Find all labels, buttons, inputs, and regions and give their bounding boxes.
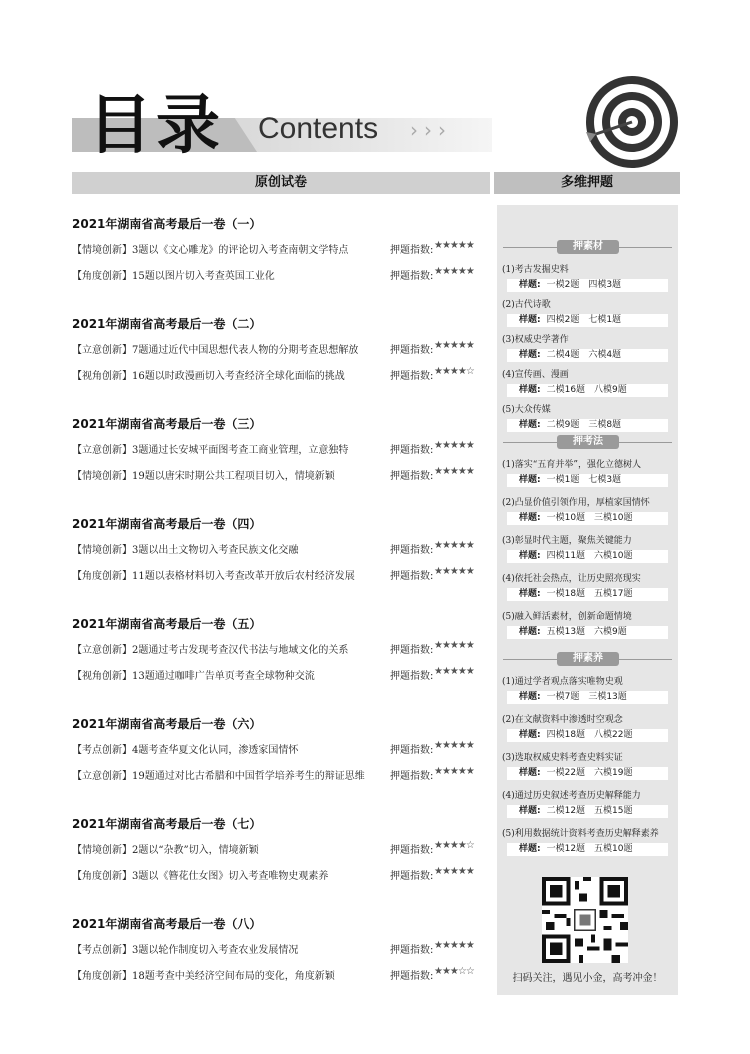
prediction-index-label: 押题指数: [390,371,434,382]
panel-entry-title: (2)在文献资料中渗透时空观念 [502,715,623,725]
paper-item [72,341,490,357]
star-rating: ★★★★★ [434,266,474,277]
paper-item [72,641,490,657]
star-rating: ★★★★★ [434,440,474,451]
sample-label: 样题: [519,692,541,702]
prediction-index-label: 押题指数: [390,671,434,682]
target-icon [582,72,682,172]
prediction-index-label: 押题指数: [390,345,434,356]
section-pill: 押考法 [557,435,619,449]
paper-item [72,841,490,857]
sample-label: 样题: [519,589,541,599]
sample-value: 二模16题 八模9题 [546,385,627,395]
item-description: 【视角创新】13题通过咖啡广告单页考查全球物种交流 [72,671,315,682]
sample-value: 一模2题 四模3题 [546,280,622,290]
sample-label: 样题: [519,315,541,325]
star-rating: ★★★★★ [434,566,474,577]
sample-label: 样题: [519,806,541,816]
panel-entry-title: (3)权威史学著作 [502,335,569,345]
sample-label: 样题: [519,627,541,637]
sample-label: 样题: [519,844,541,854]
sample-value: 二模12题 五模15题 [546,806,633,816]
sample-label: 样题: [519,280,541,290]
panel-entry-title: (1)落实“五育并举”，强化立德树人 [502,460,641,470]
qr-caption: 扫码关注，遇见小金，高考冲金！ [512,973,663,984]
page-title-cn: 目录 [88,88,224,163]
prediction-index-label: 押题指数: [390,445,434,456]
panel-entry-title: (4)依托社会热点，让历史照亮现实 [502,574,641,584]
item-description: 【立意创新】2题通过考古发现考查汉代书法与地域文化的关系 [72,645,349,656]
sample-value: 一模18题 五模17题 [546,589,633,599]
panel-entry-title: (4)宣传画、漫画 [502,370,569,380]
item-description: 【角度创新】3题以《簪花仕女图》切入考查唯物史观素养 [72,871,329,882]
paper-title: 2021年湖南省高考最后一卷（六） [72,717,262,731]
sample-questions [507,384,668,397]
section-pill: 押素材 [557,240,619,254]
sample-value: 二模4题 六模4题 [546,350,622,360]
sample-questions [507,729,668,742]
sample-label: 样题: [519,551,541,561]
sample-questions [507,626,668,639]
sample-questions [507,805,668,818]
paper-item [72,467,490,483]
star-rating: ★★★★☆ [434,840,474,851]
sample-questions [507,512,668,525]
panel-entry-title: (3)彰显时代主题，聚焦关键能力 [502,536,632,546]
item-description: 【角度创新】18题考查中美经济空间布局的变化，角度新颖 [72,971,335,982]
sample-value: 四模18题 八模22题 [546,730,633,740]
sample-value: 四模2题 七模1题 [546,315,622,325]
prediction-index-label: 押题指数: [390,971,434,982]
sample-label: 样题: [519,350,541,360]
prediction-index-label: 押题指数: [390,845,434,856]
column-header-predict: 多维押题 [494,172,680,194]
sample-label: 样题: [519,768,541,778]
sample-value: 二模9题 三模8题 [546,420,622,430]
item-description: 【情境创新】19题以唐宋时期公共工程项目切入，情境新颖 [72,471,335,482]
paper-title: 2021年湖南省高考最后一卷（二） [72,317,262,331]
star-rating: ★★★★★ [434,240,474,251]
prediction-index-label: 押题指数: [390,571,434,582]
sample-label: 样题: [519,385,541,395]
item-description: 【立意创新】3题通过长安城平面图考查工商业管理，立意独特 [72,445,349,456]
item-description: 【情境创新】3题以出土文物切入考查民族文化交融 [72,545,299,556]
paper-item [72,767,490,783]
item-description: 【立意创新】7题通过近代中国思想代表人物的分期考查思想解放 [72,345,359,356]
paper-title: 2021年湖南省高考最后一卷（四） [72,517,262,531]
star-rating: ★★★★☆ [434,366,474,377]
sample-value: 五模13题 六模9题 [546,627,627,637]
paper-item [72,667,490,683]
star-rating: ★★★★★ [434,940,474,951]
item-description: 【角度创新】11题以表格材料切入考查改革开放后农村经济发展 [72,571,355,582]
star-rating: ★★★★★ [434,666,474,677]
panel-entry-title: (2)古代诗歌 [502,300,551,310]
prediction-index-label: 押题指数: [390,771,434,782]
prediction-index-label: 押题指数: [390,271,434,282]
star-rating: ★★★★★ [434,466,474,477]
star-rating: ★★★★★ [434,640,474,651]
paper-item [72,967,490,983]
sample-questions [507,279,668,292]
sample-label: 样题: [519,730,541,740]
star-rating: ★★★☆☆ [434,966,474,977]
paper-item [72,941,490,957]
paper-item [72,867,490,883]
panel-entry-title: (3)选取权威史料考查史料实证 [502,753,623,763]
panel-entry-title: (5)利用数据统计资料考查历史解释素养 [502,829,659,839]
item-description: 【考点创新】3题以轮作制度切入考查农业发展情况 [72,945,299,956]
panel-entry-title: (1)通过学者观点落实唯物史观 [502,677,623,687]
paper-item [72,241,490,257]
paper-title: 2021年湖南省高考最后一卷（三） [72,417,262,431]
paper-item [72,567,490,583]
sample-questions [507,550,668,563]
sample-questions [507,588,668,601]
item-description: 【立意创新】19题通过对比古希腊和中国哲学培养考生的辩证思维 [72,771,365,782]
panel-entry-title: (5)大众传媒 [502,405,551,415]
prediction-index-label: 押题指数: [390,745,434,756]
paper-item [72,267,490,283]
prediction-index-label: 押题指数: [390,871,434,882]
prediction-index-label: 押题指数: [390,545,434,556]
sample-questions [507,419,668,432]
panel-entry-title: (4)通过历史叙述考查历史解释能力 [502,791,641,801]
chevron-icons: ››› [410,118,452,142]
item-description: 【考点创新】4题考查华夏文化认同，渗透家国情怀 [72,745,299,756]
paper-item [72,367,490,383]
item-description: 【情境创新】2题以“杂教”切入，情境新颖 [72,845,259,856]
prediction-index-label: 押题指数: [390,945,434,956]
paper-title: 2021年湖南省高考最后一卷（八） [72,917,262,931]
page-title-en: Contents [258,112,379,145]
sample-questions [507,843,668,856]
paper-item [72,741,490,757]
star-rating: ★★★★★ [434,766,474,777]
sample-label: 样题: [519,513,541,523]
paper-title: 2021年湖南省高考最后一卷（一） [72,217,262,231]
sample-value: 一模1题 七模3题 [546,475,622,485]
sample-value: 四模11题 六模10题 [546,551,633,561]
sample-questions [507,767,668,780]
sample-questions [507,349,668,362]
prediction-index-label: 押题指数: [390,245,434,256]
item-description: 【情境创新】3题以《文心雕龙》的评论切入考查南朝文学特点 [72,245,349,256]
sample-questions [507,474,668,487]
sample-value: 一模22题 六模19题 [546,768,633,778]
sample-questions [507,691,668,704]
sample-value: 一模12题 五模10题 [546,844,633,854]
sample-questions [507,314,668,327]
paper-item [72,541,490,557]
panel-entry-title: (5)融入鲜活素材，创新命题情境 [502,612,632,622]
item-description: 【角度创新】15题以图片切入考查英国工业化 [72,271,275,282]
panel-entry-title: (2)凸显价值引领作用，厚植家国情怀 [502,498,650,508]
predict-panel [497,205,678,995]
column-header-original: 原创试卷 [72,172,490,194]
star-rating: ★★★★★ [434,866,474,877]
item-description: 【视角创新】16题以时政漫画切入考查经济全球化面临的挑战 [72,371,345,382]
star-rating: ★★★★★ [434,340,474,351]
prediction-index-label: 押题指数: [390,471,434,482]
star-rating: ★★★★★ [434,540,474,551]
qr-code[interactable] [542,877,628,963]
paper-title: 2021年湖南省高考最后一卷（五） [72,617,262,631]
star-rating: ★★★★★ [434,740,474,751]
sample-value: 一模10题 三模10题 [546,513,633,523]
sample-label: 样题: [519,475,541,485]
paper-item [72,441,490,457]
sample-label: 样题: [519,420,541,430]
header [0,0,750,200]
paper-title: 2021年湖南省高考最后一卷（七） [72,817,262,831]
prediction-index-label: 押题指数: [390,645,434,656]
panel-entry-title: (1)考古发掘史料 [502,265,569,275]
sample-value: 一模7题 三模13题 [546,692,627,702]
section-pill: 押素养 [557,652,619,666]
